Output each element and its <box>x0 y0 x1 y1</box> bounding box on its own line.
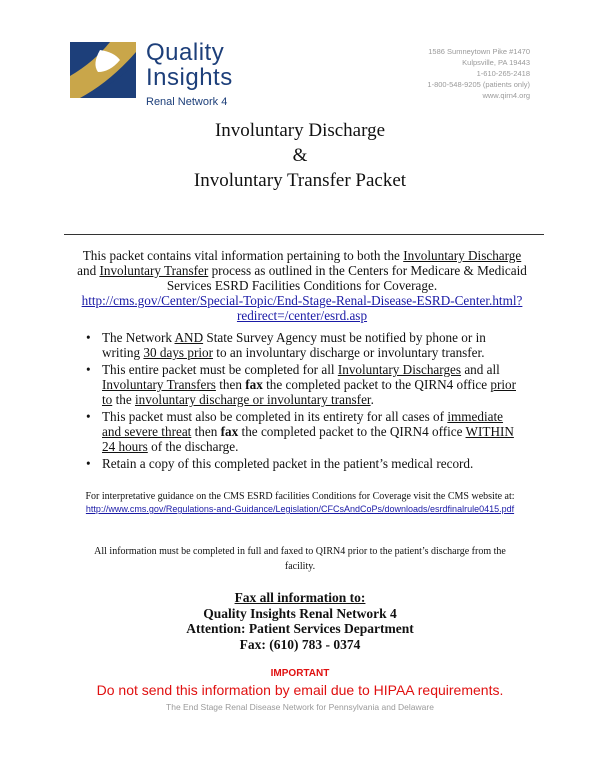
title-line-1: Involuntary Discharge <box>214 120 386 141</box>
item-underline: WITHIN 24 hours <box>102 424 514 454</box>
logo-word-quality: Quality <box>146 39 225 66</box>
cms-regulations-link[interactable]: http://www.cms.gov/Regulations-and-Guidance/Legislation/CFCsAndCoPs/downloads/esrdfinalrule0415.pdf <box>85 504 515 514</box>
footer-text: The End Stage Renal Disease Network for Pennsylvania and Delaware <box>166 702 434 712</box>
list-item <box>86 330 516 360</box>
address-street: 1586 Sumneytown Pike #1470 <box>428 47 530 56</box>
intro-paragraph <box>76 248 528 323</box>
fax-organization: Quality Insights Renal Network 4 <box>203 605 397 621</box>
item-underline: 30 days prior <box>143 345 213 360</box>
interpretive-guidance <box>60 490 540 516</box>
item-text: This packet must also be completed in its entirety for all cases of <box>102 409 448 424</box>
item-text: This entire packet must be completed for all <box>102 362 338 377</box>
item-underline: prior to <box>102 377 516 407</box>
item-underline: involuntary discharge or involuntary transfer <box>134 392 371 407</box>
item-underline: Involuntary Transfers <box>102 377 216 392</box>
cms-esrd-link[interactable]: http://cms.gov/Center/Special-Topic/End-Stage-Renal-Disease-ESRD-Center.html?redirect=/center/esrd.asp <box>81 293 523 323</box>
address-city: Kulpsville, PA 19443 <box>462 58 530 67</box>
fax-block <box>0 590 600 652</box>
item-text: the <box>112 392 135 407</box>
title-line-3: Involuntary Transfer Packet <box>193 170 407 191</box>
intro-text: process as outlined in the Centers for Medicare & Medicaid Services ESRD Facilities Conditions for Coverage. <box>166 263 527 293</box>
item-text: then <box>215 377 246 392</box>
important-label: IMPORTANT <box>270 668 330 679</box>
item-text: Retain a copy of this completed packet in the patient’s medical record. <box>102 456 474 471</box>
fax-number: Fax: (610) 783 - 0374 <box>239 636 361 652</box>
divider <box>64 234 544 235</box>
item-text: to an involuntary discharge or involuntary transfer. <box>213 345 485 360</box>
intro-underline: Involuntary Transfer <box>99 263 209 278</box>
item-text: The Network <box>102 330 175 345</box>
title-line-2: & <box>292 145 308 166</box>
address-block <box>427 46 530 101</box>
logo-word-insights: Insights <box>146 64 233 91</box>
logo <box>70 40 250 112</box>
item-text: and all <box>461 362 500 377</box>
completion-note: All information must be completed in full and faxed to QIRN4 prior to the patient’s discharge from the facility. <box>94 546 506 572</box>
guidance-text: For interpretative guidance on the CMS ESRD facilities Conditions for Coverage visit the CMS website at: <box>85 491 515 502</box>
intro-text: This packet contains vital information pertaining to both the <box>82 248 404 263</box>
instructions-list <box>86 330 516 473</box>
list-item <box>86 409 516 454</box>
logo-subtitle: Renal Network 4 <box>146 96 228 108</box>
hipaa-warning: Do not send this information by email due to HIPAA requirements. <box>96 682 504 698</box>
list-item <box>86 456 516 471</box>
item-text: State Survey Agency must be notified by phone or in writing <box>102 330 486 360</box>
intro-underline: Involuntary Discharge <box>403 248 522 263</box>
item-text: the completed packet to the QIRN4 office <box>262 377 491 392</box>
item-text: then <box>191 424 221 439</box>
address-patient-phone: 1-800-548-9205 (patients only) <box>427 80 530 89</box>
item-underline: immediate and severe threat <box>102 409 504 439</box>
item-bold: fax <box>245 377 263 392</box>
item-underline: Involuntary Discharges <box>337 362 462 377</box>
fax-heading: Fax all information to: <box>234 590 366 605</box>
item-text: . <box>370 392 374 407</box>
address-website: www.qirn4.org <box>482 91 530 100</box>
address-phone: 1-610-265-2418 <box>476 69 530 78</box>
item-underline: AND <box>174 330 204 345</box>
item-text: the completed packet to the QIRN4 office <box>238 424 466 439</box>
intro-text: and <box>77 263 100 278</box>
list-item <box>86 362 516 407</box>
fax-attention: Attention: Patient Services Department <box>186 621 414 636</box>
item-text: of the discharge. <box>147 439 239 454</box>
page-title <box>0 118 600 193</box>
item-bold: fax <box>220 424 239 439</box>
logo-mark-icon <box>70 42 136 98</box>
